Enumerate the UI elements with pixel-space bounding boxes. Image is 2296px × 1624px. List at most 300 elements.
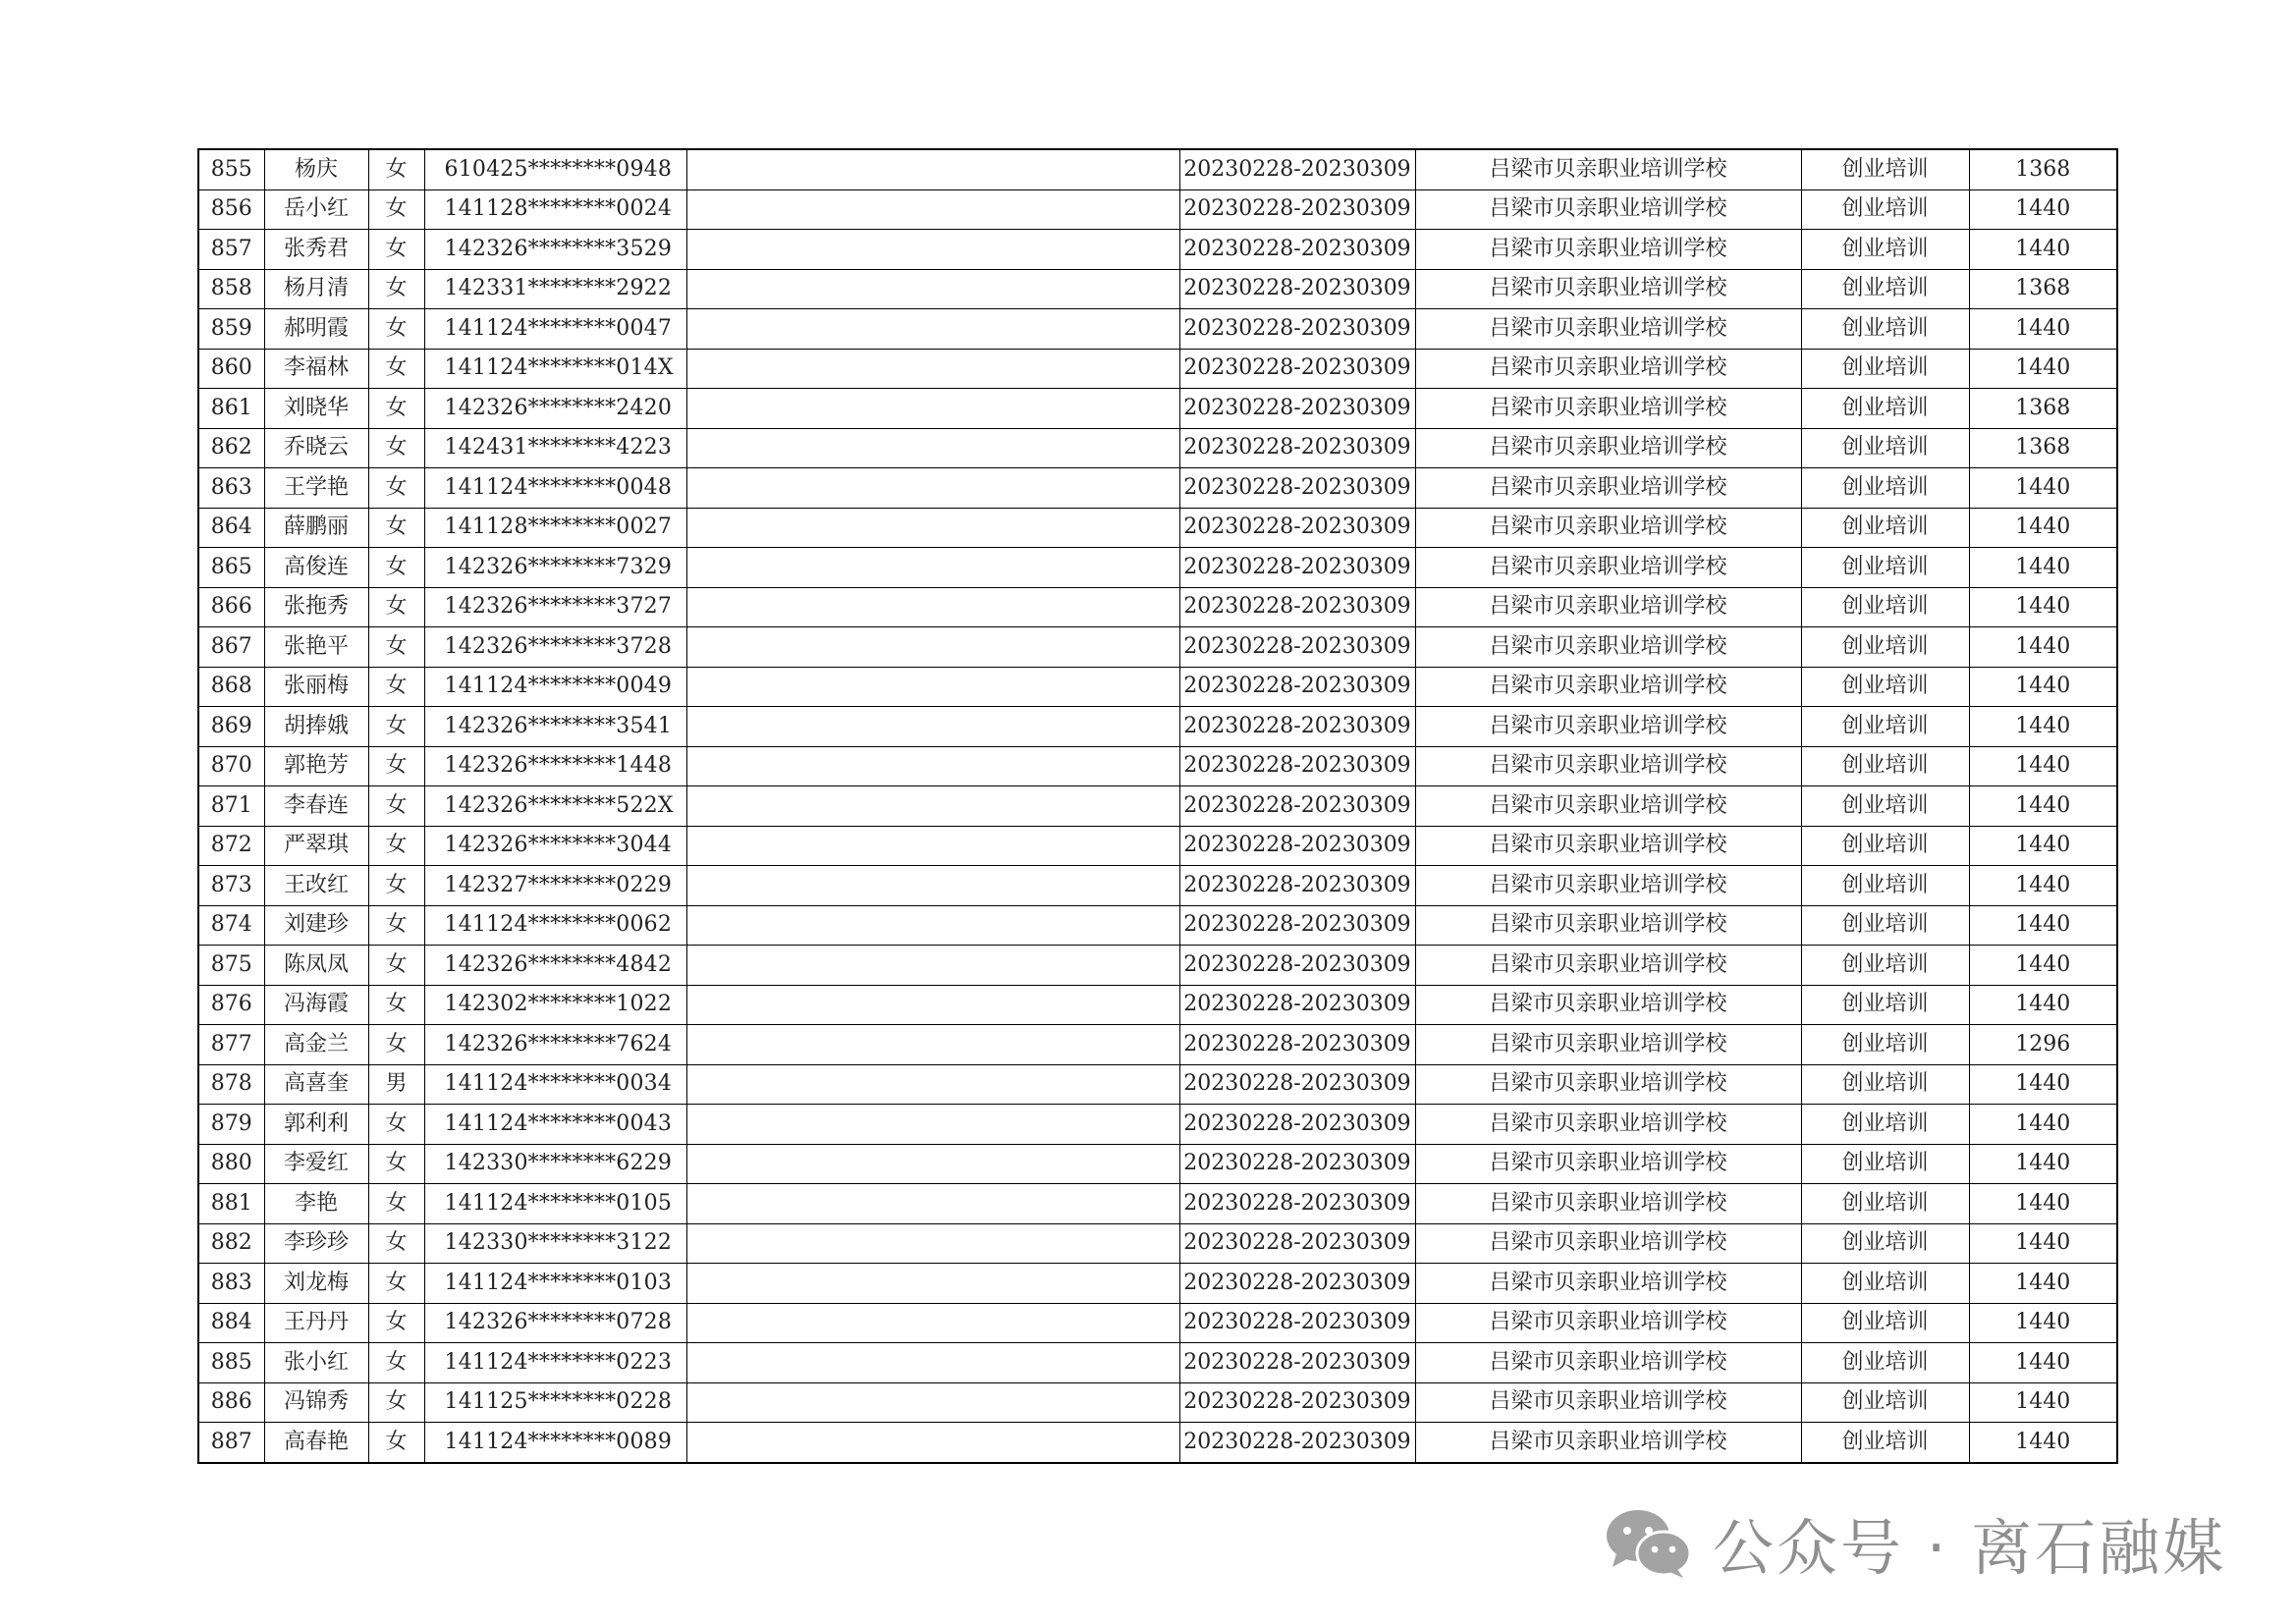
- cell-name: 高俊连: [264, 548, 368, 588]
- cell-blank: [686, 230, 1179, 270]
- cell-row-number: 860: [198, 349, 264, 389]
- cell-name: 冯锦秀: [264, 1382, 368, 1423]
- cell-blank: [686, 1303, 1179, 1343]
- cell-training-period: 20230228-20230309: [1179, 746, 1415, 786]
- cell-name: 高金兰: [264, 1025, 368, 1065]
- cell-subsidy-amount: 1440: [1969, 985, 2117, 1025]
- cell-gender: 女: [368, 428, 424, 468]
- cell-id-number: 142326********3728: [424, 627, 686, 668]
- cell-blank: [686, 309, 1179, 350]
- cell-row-number: 867: [198, 627, 264, 668]
- cell-training-school: 吕梁市贝亲职业培训学校: [1415, 1382, 1801, 1423]
- cell-training-type: 创业培训: [1801, 1223, 1969, 1264]
- cell-name: 刘龙梅: [264, 1264, 368, 1304]
- cell-gender: 女: [368, 309, 424, 350]
- table-row: [198, 149, 2117, 189]
- cell-blank: [686, 269, 1179, 309]
- cell-training-period: 20230228-20230309: [1179, 1303, 1415, 1343]
- table-row: [198, 786, 2117, 827]
- cell-training-period: 20230228-20230309: [1179, 189, 1415, 230]
- cell-row-number: 881: [198, 1184, 264, 1224]
- cell-training-school: 吕梁市贝亲职业培训学校: [1415, 189, 1801, 230]
- cell-id-number: 142326********3727: [424, 587, 686, 627]
- cell-subsidy-amount: 1440: [1969, 946, 2117, 986]
- cell-row-number: 880: [198, 1144, 264, 1184]
- cell-name: 王学艳: [264, 468, 368, 509]
- cell-training-school: 吕梁市贝亲职业培训学校: [1415, 1343, 1801, 1383]
- cell-subsidy-amount: 1440: [1969, 548, 2117, 588]
- cell-row-number: 882: [198, 1223, 264, 1264]
- cell-training-type: 创业培训: [1801, 985, 1969, 1025]
- cell-name: 薛鹏丽: [264, 508, 368, 548]
- cell-training-school: 吕梁市贝亲职业培训学校: [1415, 1223, 1801, 1264]
- cell-training-school: 吕梁市贝亲职业培训学校: [1415, 548, 1801, 588]
- cell-training-school: 吕梁市贝亲职业培训学校: [1415, 309, 1801, 350]
- cell-training-type: 创业培训: [1801, 786, 1969, 827]
- cell-id-number: 141124********0223: [424, 1343, 686, 1383]
- cell-training-type: 创业培训: [1801, 587, 1969, 627]
- cell-training-period: 20230228-20230309: [1179, 230, 1415, 270]
- cell-id-number: 141124********0062: [424, 905, 686, 946]
- cell-name: 陈凤凤: [264, 946, 368, 986]
- cell-blank: [686, 508, 1179, 548]
- cell-subsidy-amount: 1440: [1969, 707, 2117, 747]
- table-row: [198, 1105, 2117, 1145]
- cell-id-number: 142326********522X: [424, 786, 686, 827]
- cell-row-number: 883: [198, 1264, 264, 1304]
- cell-blank: [686, 548, 1179, 588]
- cell-subsidy-amount: 1440: [1969, 1423, 2117, 1463]
- cell-training-period: 20230228-20230309: [1179, 1025, 1415, 1065]
- cell-training-period: 20230228-20230309: [1179, 508, 1415, 548]
- cell-name: 张秀君: [264, 230, 368, 270]
- table-row: [198, 1303, 2117, 1343]
- table-row: [198, 269, 2117, 309]
- cell-id-number: 142326********7329: [424, 548, 686, 588]
- cell-subsidy-amount: 1440: [1969, 587, 2117, 627]
- cell-row-number: 870: [198, 746, 264, 786]
- cell-training-period: 20230228-20230309: [1179, 946, 1415, 986]
- cell-gender: 女: [368, 269, 424, 309]
- cell-blank: [686, 1105, 1179, 1145]
- cell-training-period: 20230228-20230309: [1179, 1423, 1415, 1463]
- cell-subsidy-amount: 1440: [1969, 349, 2117, 389]
- cell-gender: 女: [368, 548, 424, 588]
- table-row: [198, 1025, 2117, 1065]
- cell-subsidy-amount: 1440: [1969, 1343, 2117, 1383]
- cell-id-number: 142327********0229: [424, 866, 686, 906]
- cell-id-number: 141128********0027: [424, 508, 686, 548]
- cell-name: 乔晓云: [264, 428, 368, 468]
- cell-gender: 女: [368, 587, 424, 627]
- cell-training-period: 20230228-20230309: [1179, 349, 1415, 389]
- cell-blank: [686, 866, 1179, 906]
- cell-row-number: 858: [198, 269, 264, 309]
- cell-training-period: 20230228-20230309: [1179, 707, 1415, 747]
- cell-training-period: 20230228-20230309: [1179, 786, 1415, 827]
- table-row: [198, 1184, 2117, 1224]
- cell-subsidy-amount: 1440: [1969, 746, 2117, 786]
- cell-name: 胡捧娥: [264, 707, 368, 747]
- cell-blank: [686, 985, 1179, 1025]
- cell-name: 王改红: [264, 866, 368, 906]
- cell-training-school: 吕梁市贝亲职业培训学校: [1415, 468, 1801, 509]
- cell-training-school: 吕梁市贝亲职业培训学校: [1415, 826, 1801, 866]
- cell-training-school: 吕梁市贝亲职业培训学校: [1415, 985, 1801, 1025]
- cell-gender: 女: [368, 866, 424, 906]
- cell-training-type: 创业培训: [1801, 1144, 1969, 1184]
- cell-gender: 女: [368, 905, 424, 946]
- cell-training-type: 创业培训: [1801, 627, 1969, 668]
- cell-id-number: 142326********0728: [424, 1303, 686, 1343]
- watermark: [1603, 1502, 2226, 1583]
- cell-training-period: 20230228-20230309: [1179, 149, 1415, 189]
- cell-id-number: 142330********3122: [424, 1223, 686, 1264]
- cell-subsidy-amount: 1440: [1969, 1144, 2117, 1184]
- cell-training-school: 吕梁市贝亲职业培训学校: [1415, 1064, 1801, 1105]
- cell-training-period: 20230228-20230309: [1179, 1223, 1415, 1264]
- cell-subsidy-amount: 1440: [1969, 1303, 2117, 1343]
- cell-id-number: 142326********2420: [424, 389, 686, 429]
- cell-id-number: 141124********0043: [424, 1105, 686, 1145]
- cell-gender: 女: [368, 946, 424, 986]
- cell-gender: 女: [368, 826, 424, 866]
- cell-training-type: 创业培训: [1801, 1184, 1969, 1224]
- cell-training-type: 创业培训: [1801, 905, 1969, 946]
- cell-id-number: 142326********3044: [424, 826, 686, 866]
- cell-gender: 女: [368, 1343, 424, 1383]
- cell-id-number: 141124********0089: [424, 1423, 686, 1463]
- table-row: [198, 428, 2117, 468]
- cell-training-period: 20230228-20230309: [1179, 389, 1415, 429]
- cell-training-type: 创业培训: [1801, 428, 1969, 468]
- cell-training-school: 吕梁市贝亲职业培训学校: [1415, 1423, 1801, 1463]
- cell-training-type: 创业培训: [1801, 826, 1969, 866]
- cell-training-period: 20230228-20230309: [1179, 1144, 1415, 1184]
- cell-blank: [686, 468, 1179, 509]
- table-row: [198, 707, 2117, 747]
- cell-id-number: 141124********0047: [424, 309, 686, 350]
- cell-name: 杨庆: [264, 149, 368, 189]
- cell-training-period: 20230228-20230309: [1179, 428, 1415, 468]
- cell-blank: [686, 1223, 1179, 1264]
- cell-subsidy-amount: 1440: [1969, 1184, 2117, 1224]
- cell-training-period: 20230228-20230309: [1179, 667, 1415, 707]
- cell-training-type: 创业培训: [1801, 1382, 1969, 1423]
- cell-row-number: 862: [198, 428, 264, 468]
- cell-row-number: 875: [198, 946, 264, 986]
- cell-id-number: 142326********1448: [424, 746, 686, 786]
- cell-id-number: 141124********0049: [424, 667, 686, 707]
- cell-row-number: 864: [198, 508, 264, 548]
- cell-row-number: 859: [198, 309, 264, 350]
- cell-blank: [686, 746, 1179, 786]
- cell-id-number: 142330********6229: [424, 1144, 686, 1184]
- cell-training-type: 创业培训: [1801, 946, 1969, 986]
- cell-training-school: 吕梁市贝亲职业培训学校: [1415, 1144, 1801, 1184]
- cell-row-number: 861: [198, 389, 264, 429]
- cell-subsidy-amount: 1440: [1969, 826, 2117, 866]
- cell-training-school: 吕梁市贝亲职业培训学校: [1415, 946, 1801, 986]
- cell-id-number: 141128********0024: [424, 189, 686, 230]
- cell-training-type: 创业培训: [1801, 189, 1969, 230]
- cell-subsidy-amount: 1296: [1969, 1025, 2117, 1065]
- cell-blank: [686, 1144, 1179, 1184]
- table-row: [198, 1064, 2117, 1105]
- cell-gender: 女: [368, 149, 424, 189]
- cell-training-school: 吕梁市贝亲职业培训学校: [1415, 149, 1801, 189]
- cell-training-type: 创业培训: [1801, 269, 1969, 309]
- trainee-table: [197, 148, 2118, 1464]
- cell-training-school: 吕梁市贝亲职业培训学校: [1415, 428, 1801, 468]
- cell-training-period: 20230228-20230309: [1179, 985, 1415, 1025]
- cell-subsidy-amount: 1440: [1969, 309, 2117, 350]
- cell-subsidy-amount: 1440: [1969, 508, 2117, 548]
- cell-gender: 女: [368, 189, 424, 230]
- cell-id-number: 142326********4842: [424, 946, 686, 986]
- cell-name: 刘晓华: [264, 389, 368, 429]
- cell-training-school: 吕梁市贝亲职业培训学校: [1415, 866, 1801, 906]
- table-row: [198, 667, 2117, 707]
- table-row: [198, 1382, 2117, 1423]
- cell-row-number: 871: [198, 786, 264, 827]
- cell-gender: 女: [368, 786, 424, 827]
- cell-subsidy-amount: 1440: [1969, 627, 2117, 668]
- cell-id-number: 142302********1022: [424, 985, 686, 1025]
- cell-training-type: 创业培训: [1801, 1343, 1969, 1383]
- cell-training-school: 吕梁市贝亲职业培训学校: [1415, 349, 1801, 389]
- cell-id-number: 141124********0103: [424, 1264, 686, 1304]
- cell-training-period: 20230228-20230309: [1179, 309, 1415, 350]
- table-row: [198, 1144, 2117, 1184]
- cell-name: 冯海霞: [264, 985, 368, 1025]
- table-row: [198, 866, 2117, 906]
- cell-training-type: 创业培训: [1801, 468, 1969, 509]
- cell-training-period: 20230228-20230309: [1179, 1343, 1415, 1383]
- cell-id-number: 141124********0048: [424, 468, 686, 509]
- cell-training-school: 吕梁市贝亲职业培训学校: [1415, 1105, 1801, 1145]
- cell-blank: [686, 389, 1179, 429]
- cell-blank: [686, 349, 1179, 389]
- table-row: [198, 905, 2117, 946]
- cell-row-number: 885: [198, 1343, 264, 1383]
- cell-training-type: 创业培训: [1801, 1025, 1969, 1065]
- cell-training-type: 创业培训: [1801, 1303, 1969, 1343]
- cell-gender: 女: [368, 667, 424, 707]
- cell-blank: [686, 587, 1179, 627]
- cell-row-number: 886: [198, 1382, 264, 1423]
- table-row: [198, 826, 2117, 866]
- cell-training-school: 吕梁市贝亲职业培训学校: [1415, 389, 1801, 429]
- cell-training-type: 创业培训: [1801, 1264, 1969, 1304]
- cell-subsidy-amount: 1440: [1969, 667, 2117, 707]
- cell-blank: [686, 905, 1179, 946]
- cell-subsidy-amount: 1440: [1969, 905, 2117, 946]
- cell-training-period: 20230228-20230309: [1179, 468, 1415, 509]
- watermark-text: 公众号 · 离石融媒: [1713, 1511, 2227, 1584]
- cell-training-type: 创业培训: [1801, 349, 1969, 389]
- cell-blank: [686, 1264, 1179, 1304]
- cell-gender: 女: [368, 985, 424, 1025]
- cell-id-number: 142326********3541: [424, 707, 686, 747]
- cell-name: 岳小红: [264, 189, 368, 230]
- cell-name: 李福林: [264, 349, 368, 389]
- cell-training-type: 创业培训: [1801, 508, 1969, 548]
- cell-blank: [686, 1343, 1179, 1383]
- cell-training-school: 吕梁市贝亲职业培训学校: [1415, 667, 1801, 707]
- cell-training-period: 20230228-20230309: [1179, 1105, 1415, 1145]
- cell-subsidy-amount: 1440: [1969, 1223, 2117, 1264]
- cell-blank: [686, 428, 1179, 468]
- cell-training-period: 20230228-20230309: [1179, 1064, 1415, 1105]
- cell-subsidy-amount: 1440: [1969, 866, 2117, 906]
- cell-row-number: 869: [198, 707, 264, 747]
- cell-training-type: 创业培训: [1801, 1423, 1969, 1463]
- cell-row-number: 874: [198, 905, 264, 946]
- cell-id-number: 142431********4223: [424, 428, 686, 468]
- cell-blank: [686, 946, 1179, 986]
- table-row: [198, 189, 2117, 230]
- cell-training-school: 吕梁市贝亲职业培训学校: [1415, 905, 1801, 946]
- cell-row-number: 879: [198, 1105, 264, 1145]
- cell-training-type: 创业培训: [1801, 548, 1969, 588]
- cell-training-period: 20230228-20230309: [1179, 587, 1415, 627]
- cell-row-number: 877: [198, 1025, 264, 1065]
- cell-blank: [686, 149, 1179, 189]
- table-row: [198, 587, 2117, 627]
- cell-blank: [686, 1423, 1179, 1463]
- cell-id-number: 142326********3529: [424, 230, 686, 270]
- cell-id-number: 610425********0948: [424, 149, 686, 189]
- cell-name: 高春艳: [264, 1423, 368, 1463]
- cell-training-school: 吕梁市贝亲职业培训学校: [1415, 786, 1801, 827]
- cell-training-type: 创业培训: [1801, 707, 1969, 747]
- cell-training-school: 吕梁市贝亲职业培训学校: [1415, 1184, 1801, 1224]
- cell-gender: 女: [368, 1144, 424, 1184]
- cell-name: 李珍珍: [264, 1223, 368, 1264]
- cell-training-period: 20230228-20230309: [1179, 866, 1415, 906]
- cell-training-type: 创业培训: [1801, 230, 1969, 270]
- cell-training-period: 20230228-20230309: [1179, 826, 1415, 866]
- cell-training-period: 20230228-20230309: [1179, 548, 1415, 588]
- wechat-icon: [1603, 1506, 1693, 1579]
- cell-name: 李爱红: [264, 1144, 368, 1184]
- cell-name: 严翠琪: [264, 826, 368, 866]
- cell-blank: [686, 1025, 1179, 1065]
- cell-subsidy-amount: 1440: [1969, 468, 2117, 509]
- cell-training-type: 创业培训: [1801, 1064, 1969, 1105]
- cell-row-number: 868: [198, 667, 264, 707]
- table-row: [198, 627, 2117, 668]
- cell-gender: 女: [368, 1423, 424, 1463]
- trainee-table-body: [198, 149, 2117, 1463]
- cell-row-number: 884: [198, 1303, 264, 1343]
- cell-subsidy-amount: 1368: [1969, 389, 2117, 429]
- cell-training-type: 创业培训: [1801, 667, 1969, 707]
- cell-name: 刘建珍: [264, 905, 368, 946]
- table-row: [198, 548, 2117, 588]
- table-row: [198, 1343, 2117, 1383]
- table-row: [198, 746, 2117, 786]
- cell-gender: 女: [368, 389, 424, 429]
- cell-blank: [686, 786, 1179, 827]
- cell-training-school: 吕梁市贝亲职业培训学校: [1415, 230, 1801, 270]
- table-row: [198, 309, 2117, 350]
- table-row: [198, 508, 2117, 548]
- cell-subsidy-amount: 1368: [1969, 428, 2117, 468]
- cell-gender: 女: [368, 1264, 424, 1304]
- cell-training-type: 创业培训: [1801, 309, 1969, 350]
- cell-training-period: 20230228-20230309: [1179, 1264, 1415, 1304]
- cell-training-type: 创业培训: [1801, 149, 1969, 189]
- cell-id-number: 141124********0105: [424, 1184, 686, 1224]
- cell-gender: 女: [368, 230, 424, 270]
- cell-row-number: 865: [198, 548, 264, 588]
- cell-training-period: 20230228-20230309: [1179, 1382, 1415, 1423]
- table-row: [198, 1423, 2117, 1463]
- cell-row-number: 857: [198, 230, 264, 270]
- cell-training-period: 20230228-20230309: [1179, 627, 1415, 668]
- cell-row-number: 872: [198, 826, 264, 866]
- table-row: [198, 230, 2117, 270]
- cell-training-school: 吕梁市贝亲职业培训学校: [1415, 269, 1801, 309]
- cell-gender: 女: [368, 349, 424, 389]
- cell-subsidy-amount: 1440: [1969, 786, 2117, 827]
- cell-training-school: 吕梁市贝亲职业培训学校: [1415, 1303, 1801, 1343]
- cell-training-period: 20230228-20230309: [1179, 905, 1415, 946]
- cell-subsidy-amount: 1440: [1969, 230, 2117, 270]
- table-row: [198, 349, 2117, 389]
- cell-row-number: 856: [198, 189, 264, 230]
- cell-gender: 女: [368, 1303, 424, 1343]
- table-row: [198, 389, 2117, 429]
- cell-gender: 女: [368, 1184, 424, 1224]
- cell-gender: 女: [368, 746, 424, 786]
- cell-id-number: 142326********7624: [424, 1025, 686, 1065]
- cell-training-school: 吕梁市贝亲职业培训学校: [1415, 508, 1801, 548]
- cell-name: 高喜奎: [264, 1064, 368, 1105]
- cell-blank: [686, 1382, 1179, 1423]
- cell-name: 郭艳芳: [264, 746, 368, 786]
- cell-training-school: 吕梁市贝亲职业培训学校: [1415, 707, 1801, 747]
- cell-name: 张拖秀: [264, 587, 368, 627]
- cell-gender: 女: [368, 1223, 424, 1264]
- table-row: [198, 985, 2117, 1025]
- cell-training-type: 创业培训: [1801, 389, 1969, 429]
- cell-name: 郝明霞: [264, 309, 368, 350]
- cell-blank: [686, 707, 1179, 747]
- cell-row-number: 855: [198, 149, 264, 189]
- cell-name: 张艳平: [264, 627, 368, 668]
- table-row: [198, 1264, 2117, 1304]
- table-row: [198, 946, 2117, 986]
- cell-gender: 女: [368, 1025, 424, 1065]
- cell-training-school: 吕梁市贝亲职业培训学校: [1415, 1025, 1801, 1065]
- cell-gender: 女: [368, 627, 424, 668]
- cell-blank: [686, 627, 1179, 668]
- cell-id-number: 142331********2922: [424, 269, 686, 309]
- cell-blank: [686, 1184, 1179, 1224]
- cell-name: 张丽梅: [264, 667, 368, 707]
- cell-subsidy-amount: 1368: [1969, 269, 2117, 309]
- cell-blank: [686, 1064, 1179, 1105]
- cell-training-type: 创业培训: [1801, 866, 1969, 906]
- cell-training-school: 吕梁市贝亲职业培训学校: [1415, 587, 1801, 627]
- cell-training-school: 吕梁市贝亲职业培训学校: [1415, 627, 1801, 668]
- cell-row-number: 887: [198, 1423, 264, 1463]
- cell-training-school: 吕梁市贝亲职业培训学校: [1415, 746, 1801, 786]
- cell-row-number: 878: [198, 1064, 264, 1105]
